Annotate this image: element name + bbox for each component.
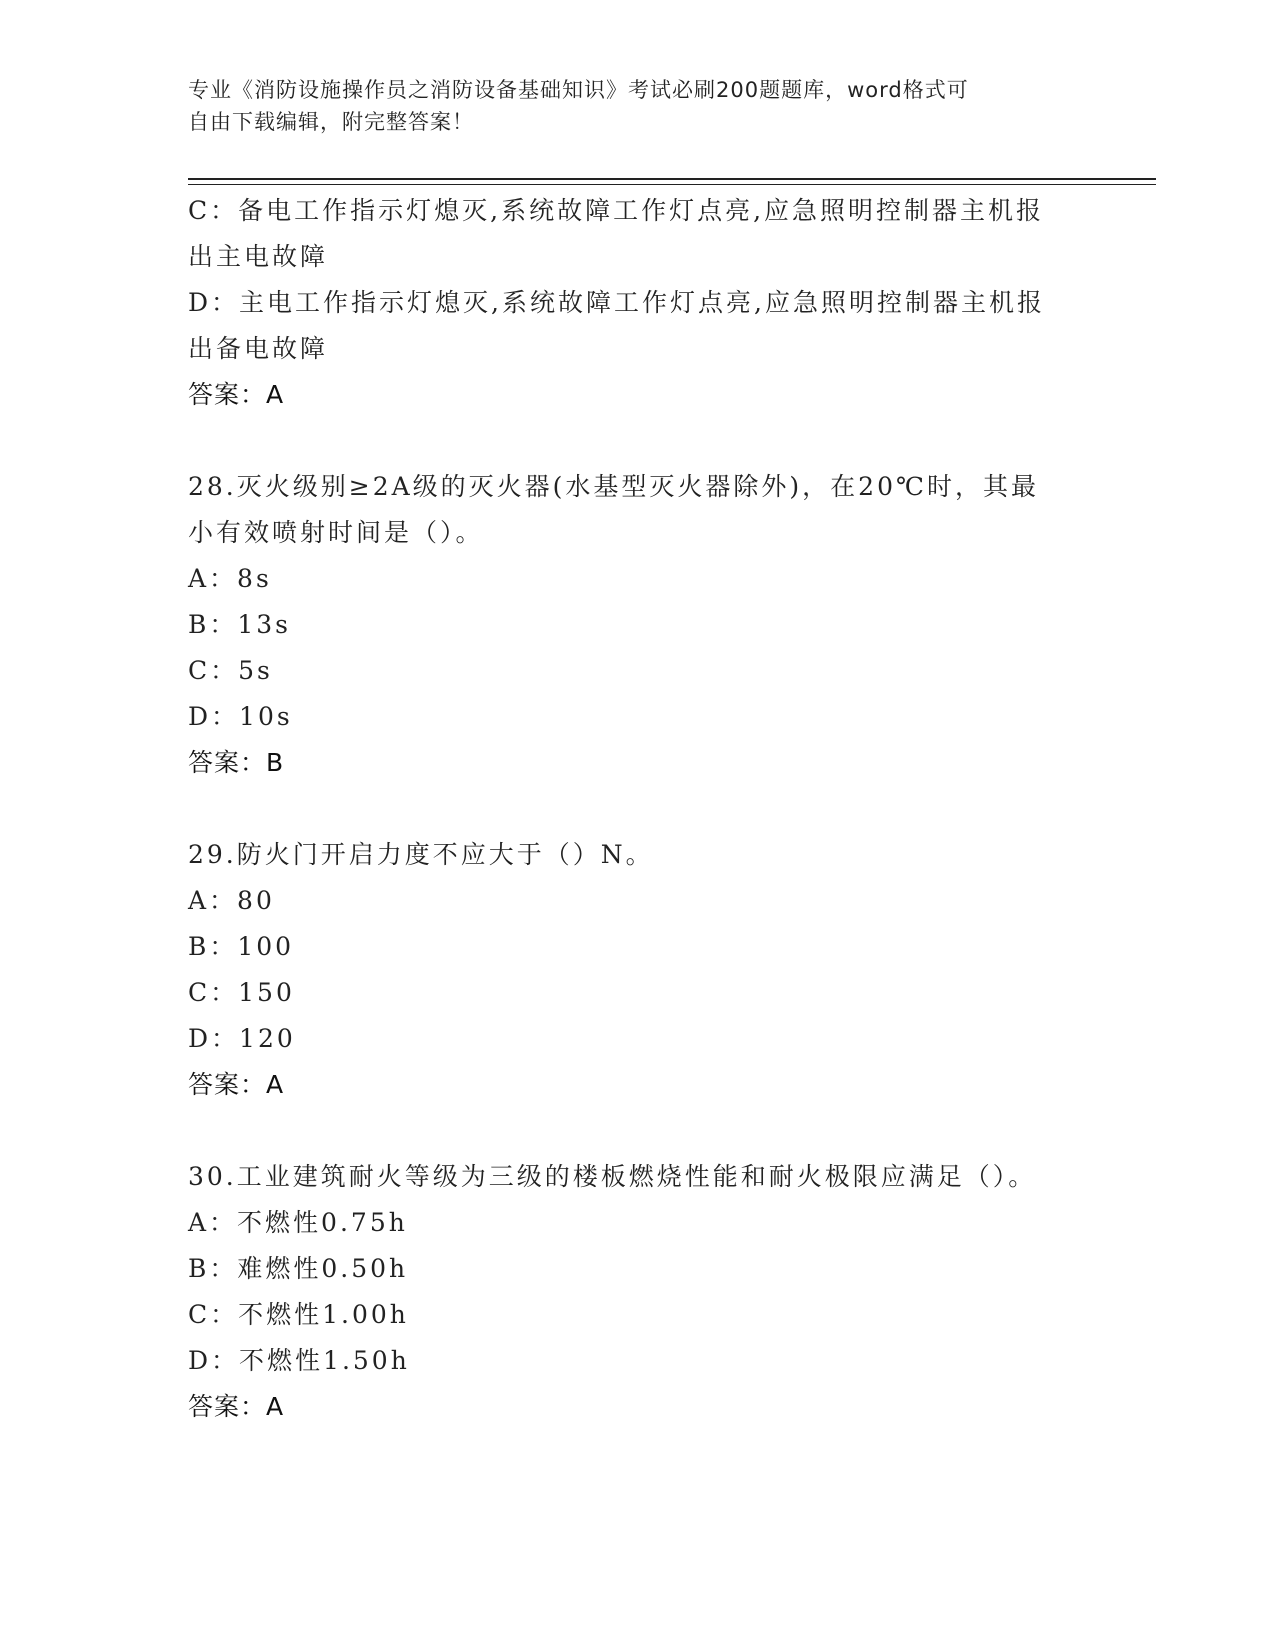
question-stem-line-1: 29.防火门开启力度不应大于（）N。	[188, 840, 654, 869]
option-c: C：5s	[188, 656, 273, 685]
option-a: A：不燃性0.75h	[188, 1208, 408, 1237]
option-b: B：100	[188, 932, 295, 961]
page-header	[188, 74, 1068, 138]
option-a: A：8s	[188, 564, 272, 593]
option-c: C：150	[188, 978, 295, 1007]
question-stem-line-1: 28.灭火级别≥2A级的灭火器(水基型灭火器除外)，在20℃时，其最	[188, 472, 1039, 501]
header-line-2: 自由下载编辑，附完整答案！	[188, 110, 474, 134]
header-line-1: 专业《消防设施操作员之消防设备基础知识》考试必刷200题题库，word格式可	[188, 78, 969, 102]
question-30	[188, 1154, 1088, 1430]
option-d-line-2: 出备电故障	[188, 334, 329, 363]
question-list	[188, 188, 1088, 1430]
question-28	[188, 464, 1088, 786]
option-a: A：80	[188, 886, 275, 915]
option-d-line-1: D：主电工作指示灯熄灭,系统故障工作灯点亮,应急照明控制器主机报	[188, 288, 1045, 317]
question-stem-line-2: 小有效喷射时间是（）。	[188, 518, 484, 547]
question-27-tail	[188, 188, 1088, 418]
question-29	[188, 832, 1088, 1108]
option-d: D：120	[188, 1024, 296, 1053]
header-rule-thin	[188, 184, 1156, 185]
answer-line: 答案：B	[188, 748, 285, 777]
header-rule-thick	[188, 178, 1156, 180]
option-b: B：13s	[188, 610, 292, 639]
option-d: D：10s	[188, 702, 293, 731]
option-b: B：难燃性0.50h	[188, 1254, 409, 1283]
option-c-line-1: C：备电工作指示灯熄灭,系统故障工作灯点亮,应急照明控制器主机报	[188, 196, 1045, 225]
option-d: D：不燃性1.50h	[188, 1346, 410, 1375]
option-c: C：不燃性1.00h	[188, 1300, 409, 1329]
answer-line: 答案：A	[188, 1392, 285, 1421]
option-c-line-2: 出主电故障	[188, 242, 329, 271]
answer-line: 答案：A	[188, 1070, 285, 1099]
question-stem-line-1: 30.工业建筑耐火等级为三级的楼板燃烧性能和耐火极限应满足（）。	[188, 1162, 1037, 1191]
answer-line: 答案：A	[188, 380, 285, 409]
